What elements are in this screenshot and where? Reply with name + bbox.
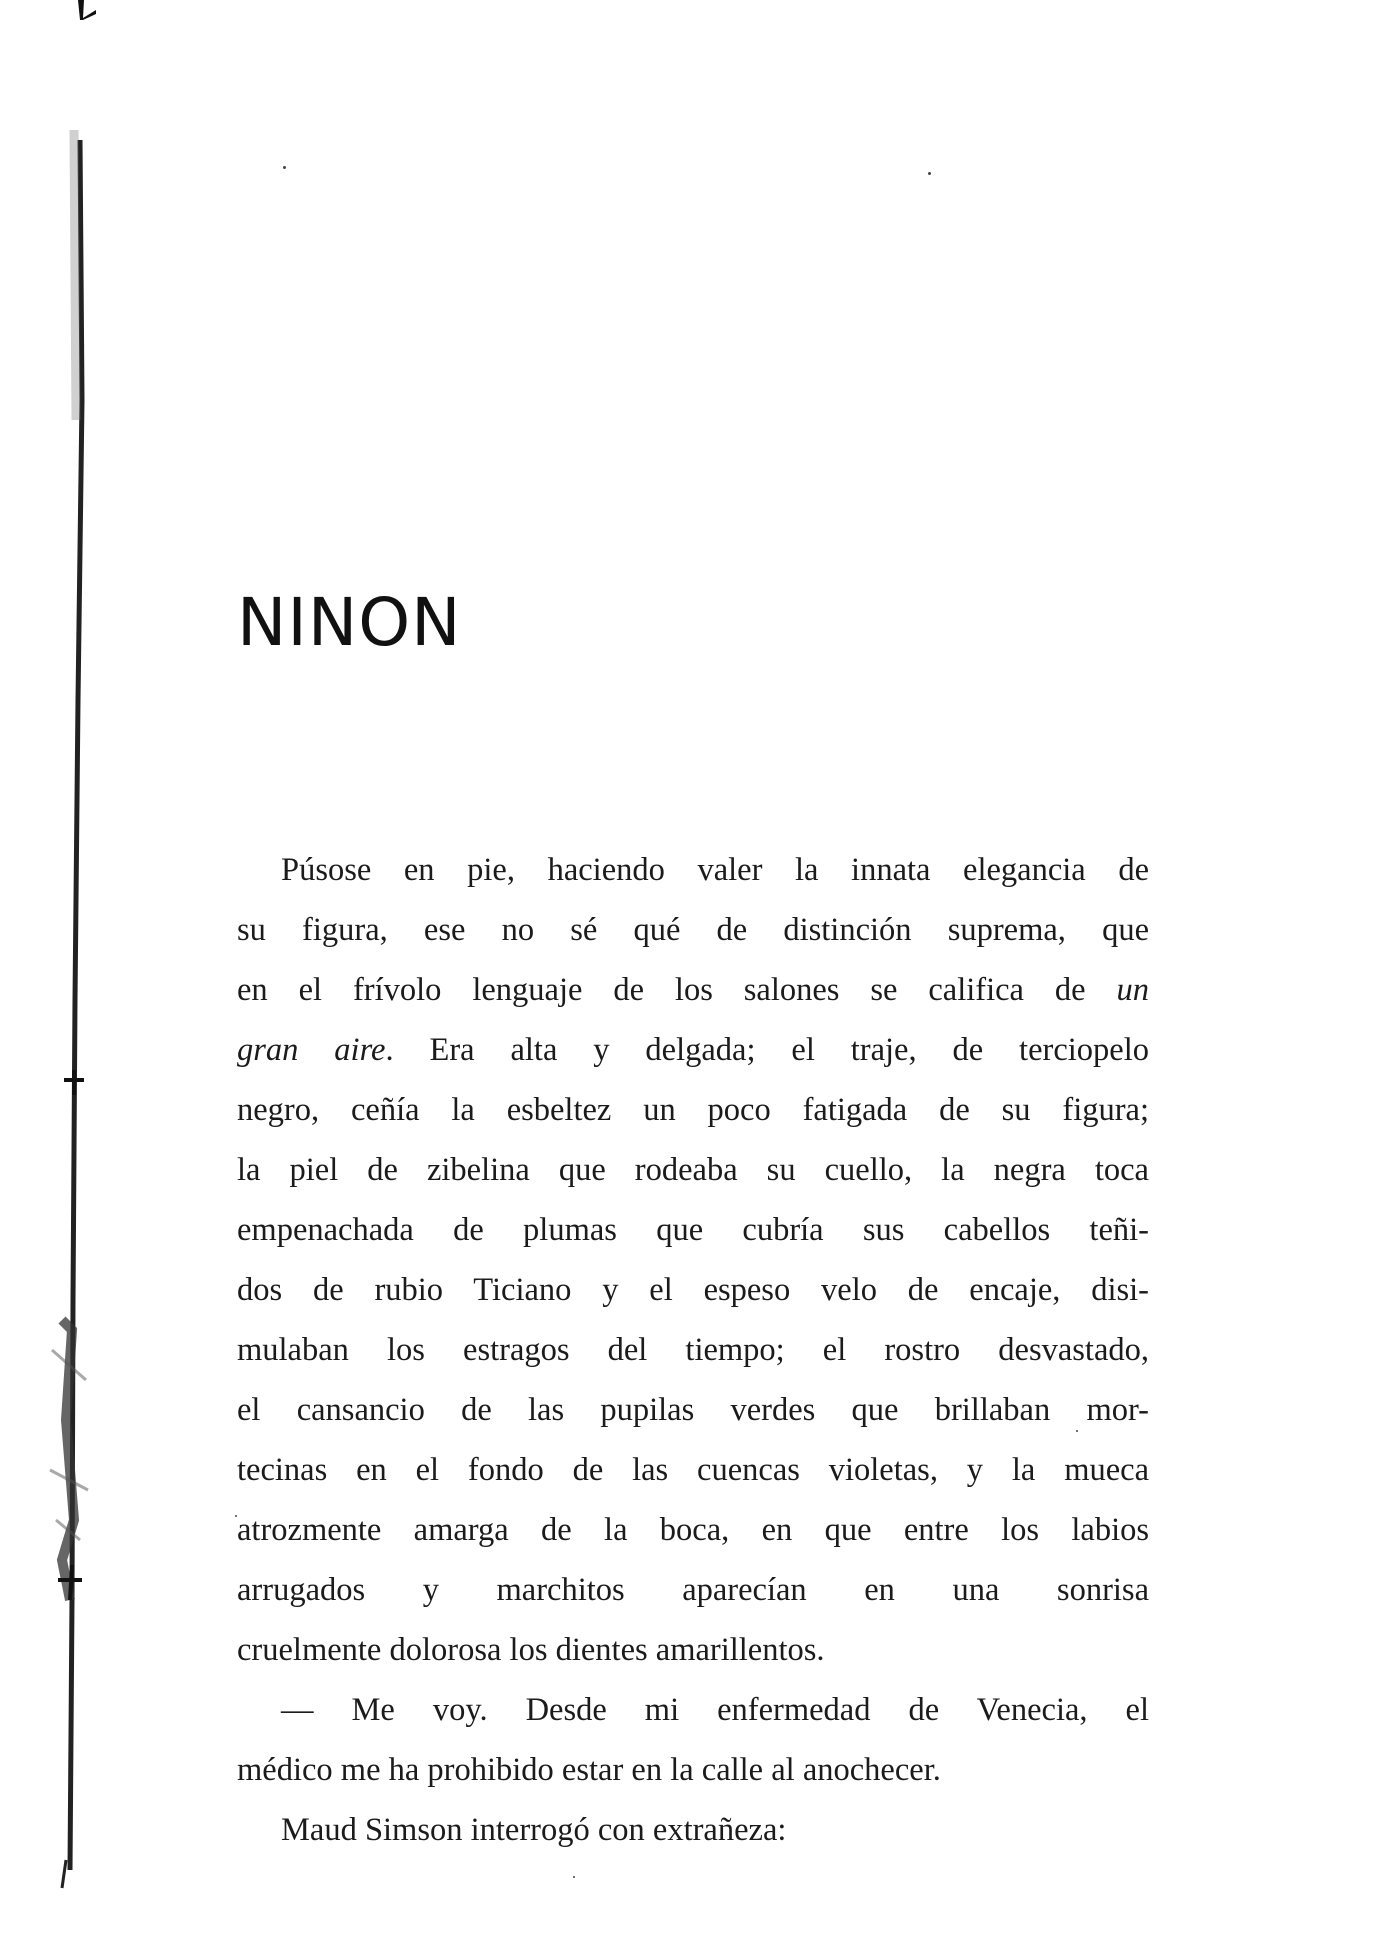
- text-segment: . Era alta y delgada; el traje, de terciopelo: [385, 1032, 1149, 1068]
- text-line: tecinas en el fondo de las cuencas violetas, y la mueca: [237, 1452, 1149, 1488]
- text-line: el cansancio de las pupilas verdes que brillaban mor-: [237, 1392, 1149, 1428]
- paragraph-3: [237, 1800, 1149, 1860]
- text-line: [237, 1020, 1149, 1080]
- text-line: arrugados y marchitos aparecían en una sonrisa: [237, 1572, 1149, 1608]
- text-line: — Me voy. Desde mi enfermedad de Venecia, el: [281, 1692, 1149, 1728]
- text-line: negro, ceñía la esbeltez un poco fatigada de su figura;: [237, 1092, 1149, 1128]
- paper-speck: [573, 1876, 575, 1878]
- text-line: atrozmente amarga de la boca, en que entre los labios: [237, 1512, 1149, 1548]
- text-line: cruelmente dolorosa los dientes amarillentos.: [237, 1632, 825, 1668]
- text-line: médico me ha prohibido estar en la calle al anochecer.: [237, 1752, 941, 1788]
- italic-phrase: un: [1116, 972, 1149, 1008]
- text-line: dos de rubio Ticiano y el espeso velo de encaje, disi-: [237, 1272, 1149, 1308]
- text-line: Maud Simson interrogó con extrañeza:: [281, 1812, 787, 1848]
- text-line: [237, 960, 1149, 1020]
- text-line: su figura, ese no sé qué de distinción suprema, que: [237, 912, 1149, 948]
- paper-speck: [283, 166, 286, 169]
- page-binding-edge: [0, 0, 110, 1940]
- text-line: empenachada de plumas que cubría sus cabellos teñi-: [237, 1212, 1149, 1248]
- chapter-title: NINON: [237, 584, 462, 661]
- text-segment: en el frívolo lenguaje de los salones se califica de: [237, 972, 1117, 1008]
- paper-speck: [928, 172, 931, 175]
- text-line: Púsose en pie, haciendo valer la innata elegancia de: [281, 852, 1149, 888]
- italic-phrase: gran aire: [237, 1032, 386, 1068]
- body-text: [237, 840, 1149, 1860]
- text-line: la piel de zibelina que rodeaba su cuello, la negra toca: [237, 1152, 1149, 1188]
- paragraph-1: [237, 840, 1149, 1680]
- paragraph-2: [237, 1680, 1149, 1800]
- text-line: mulaban los estragos del tiempo; el rostro desvastado,: [237, 1332, 1149, 1368]
